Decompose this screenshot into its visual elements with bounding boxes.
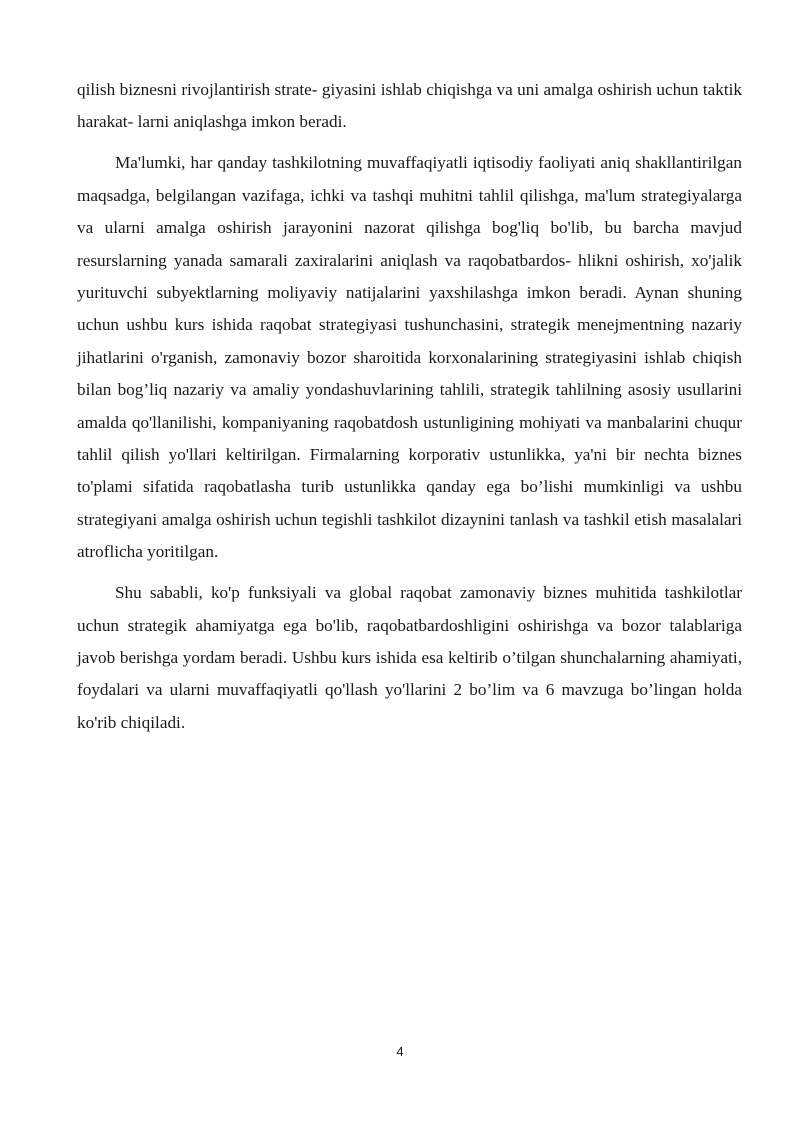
paragraph-continuation: qilish biznesni rivojlantirish strate- giyasini ishlab chiqishga va uni amalga oshirish uchun taktik harakat- larni aniqlashga imkon beradi. (77, 80, 742, 132)
paragraph-conclusion: Shu sababli, ko'p funksiyali va global raqobat zamonaviy biznes muhitida tashkilotlar uchun strategik ahamiyatga ega bo'lib, raqobatbardoshligini oshirishga va bozor talablariga javob berishga yordam beradi. Ushbu kurs ishida esa keltirib o’tilgan shunchalarning ahamiyati, foydalari va ularni muvaffaqiyatli qo'llash yo'llarini 2 bo’lim va 6 mavzuga bo’lingan holda ko'rib chiqiladi. (77, 583, 742, 732)
paragraph-main: Ma'lumki, har qanday tashkilotning muvaffaqiyatli iqtisodiy faoliyati aniq shakllantirilgan maqsadga, belgilangan vazifaga, ichki va tashqi muhitni tahlil qilishga, ma'lum strategiyalarga va ularni amalga oshirish jarayonini nazorat qilishga bog'liq bo'lib, bu barcha mavjud resurslarning yanada samarali zaxiralarini aniqlash va raqobatbardos- hlikni oshirish, xo'jalik yurituvchi subyektlarning moliyaviy natijalarini yaxshilashga imkon beradi. Aynan shuning uchun ushbu kurs ishida raqobat strategiyasi tushunchasini, strategik menejmentning nazariy jihatlarini o'rganish, zamonaviy bozor sharoitida korxonalarining strategiyasini ishlab chiqish bilan bog’liq nazariy va amaliy yondashuvlarining tahlili, strategik tahlilning asosiy usullarini amalda qo'llanilishi, kompaniyaning raqobatdosh ustunligining mohiyati va manbalarini chuqur tahlil qilish yo'llari keltirilgan. Firmalarning korporativ ustunlikka, ya'ni bir nechta biznes to'plami sifatida raqobatlasha turib ustunlikka qanday ega bo’lishi mumkinligi va ushbu strategiyani amalga oshirish uchun tegishli tashkilot dizaynini tanlash va tashkil etish masalalari atroflicha yoritilgan. (77, 153, 742, 562)
page-number: 4 (396, 1044, 404, 1059)
body-text (77, 74, 742, 748)
